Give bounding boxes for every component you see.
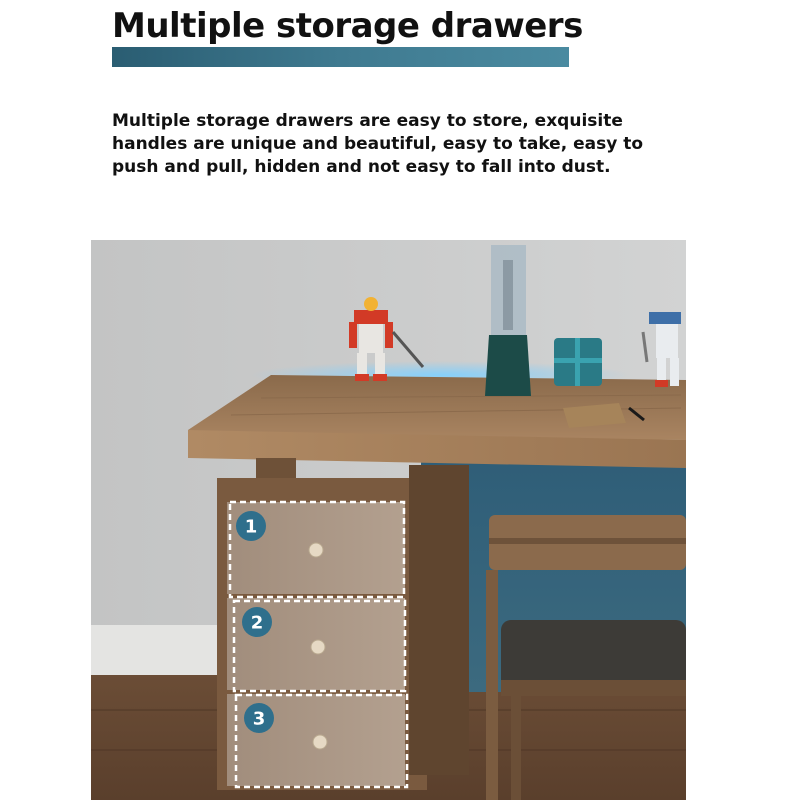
baseboard [91,625,231,675]
drawer-knob-2 [311,640,325,654]
drawer-badge-3 [244,703,274,733]
heading-accent-bar [112,47,569,67]
desk-drawer-photo [91,240,686,800]
drawer-badge-1 [236,511,266,541]
puzzle-cube [554,338,602,386]
drawer-knob-3 [313,735,327,749]
svg-text:3: 3 [252,708,266,730]
svg-text:1: 1 [244,516,258,538]
acrylic-display-stand [485,245,531,396]
description-text: Multiple storage drawers are easy to store, exquisite handles are unique and beautiful, easy to take, easy to push and pull, hidden and not easy to fall into dust. [112,111,644,177]
drawer-badge-2 [242,607,272,637]
drawer-knob-1 [309,543,323,557]
svg-text:2: 2 [250,612,264,634]
section-heading: Multiple storage drawers [112,6,583,46]
